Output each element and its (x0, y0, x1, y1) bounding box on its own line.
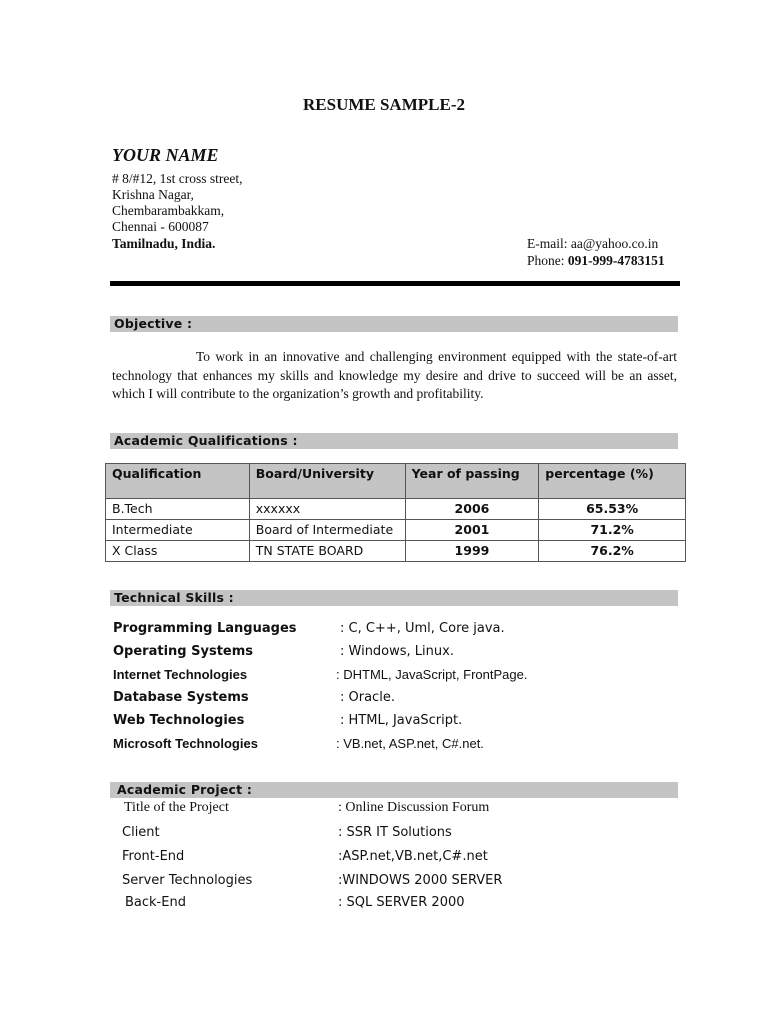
table-header-row (106, 464, 686, 499)
address-line: Chembarambakkam, (112, 203, 225, 218)
project-label: Front-End (122, 849, 185, 864)
email-line (527, 236, 658, 252)
email-label: E-mail: (527, 236, 568, 251)
phone-value: 091-999-4783151 (567, 253, 665, 268)
skill-value: : C, C++, Uml, Core java. (340, 621, 505, 636)
year-cell: 2006 (405, 499, 539, 520)
percentage-cell: 71.2% (539, 520, 686, 541)
percentage-cell: 65.53% (539, 499, 686, 520)
project-heading: Academic Project : (110, 782, 678, 798)
qualification-cell: X Class (106, 541, 250, 562)
document-title: RESUME SAMPLE-2 (303, 95, 465, 114)
column-header: Qualification (106, 464, 250, 499)
skill-label: Web Technologies (113, 713, 245, 728)
skill-label: Programming Languages (113, 621, 297, 636)
project-value: :WINDOWS 2000 SERVER (338, 873, 503, 888)
board-cell: TN STATE BOARD (249, 541, 405, 562)
project-value: : SSR IT Solutions (338, 825, 452, 840)
phone-label: Phone: (527, 253, 565, 268)
project-value: :ASP.net,VB.net,C#.net (338, 849, 488, 864)
skill-value: : VB.net, ASP.net, C#.net. (336, 736, 484, 751)
column-header: Board/University (249, 464, 405, 499)
objective-heading: Objective : (110, 316, 678, 332)
skill-label: Internet Technologies (113, 667, 248, 682)
project-label: Client (122, 825, 160, 840)
year-cell: 2001 (405, 520, 539, 541)
project-label: Server Technologies (122, 873, 253, 888)
qualification-cell: Intermediate (106, 520, 250, 541)
board-cell: xxxxxx (249, 499, 405, 520)
objective-text: To work in an innovative and challenging environment equipped with the state-of-art technology that enhances my skills and knowledge my desire and drive to succeed will be an asset, which I will contribute to the organization’s growth and profitability. (112, 349, 677, 401)
column-header: Year of passing (405, 464, 539, 499)
column-header: percentage (%) (539, 464, 686, 499)
year-cell: 1999 (405, 541, 539, 562)
board-cell: Board of Intermediate (249, 520, 405, 541)
address-line: # 8/#12, 1st cross street, (112, 171, 243, 186)
skills-heading: Technical Skills : (110, 590, 678, 606)
skill-value: : HTML, JavaScript. (340, 713, 463, 728)
skill-value: : DHTML, JavaScript, FrontPage. (336, 667, 528, 682)
skill-label: Operating Systems (113, 644, 254, 659)
skill-label: Microsoft Technologies (113, 736, 258, 751)
email-value[interactable]: aa@yahoo.co.in (570, 236, 659, 251)
skill-value: : Oracle. (340, 690, 395, 705)
table-row (106, 541, 686, 562)
table-row (106, 499, 686, 520)
phone-line (527, 253, 665, 269)
address-line: Chennai - 600087 (112, 219, 209, 234)
project-label: Title of the Project (124, 800, 229, 815)
candidate-name: YOUR NAME (112, 145, 219, 165)
project-value: : Online Discussion Forum (338, 800, 490, 815)
project-label: Back-End (125, 895, 186, 910)
academic-heading: Academic Qualifications : (110, 433, 678, 449)
header-divider (110, 281, 680, 286)
address-line: Tamilnadu, India. (112, 236, 216, 251)
address-line: Krishna Nagar, (112, 187, 194, 202)
skill-value: : Windows, Linux. (340, 644, 454, 659)
project-value: : SQL SERVER 2000 (338, 895, 465, 910)
table-row (106, 520, 686, 541)
qualifications-table (105, 463, 686, 562)
skill-label: Database Systems (113, 690, 249, 705)
qualification-cell: B.Tech (106, 499, 250, 520)
percentage-cell: 76.2% (539, 541, 686, 562)
